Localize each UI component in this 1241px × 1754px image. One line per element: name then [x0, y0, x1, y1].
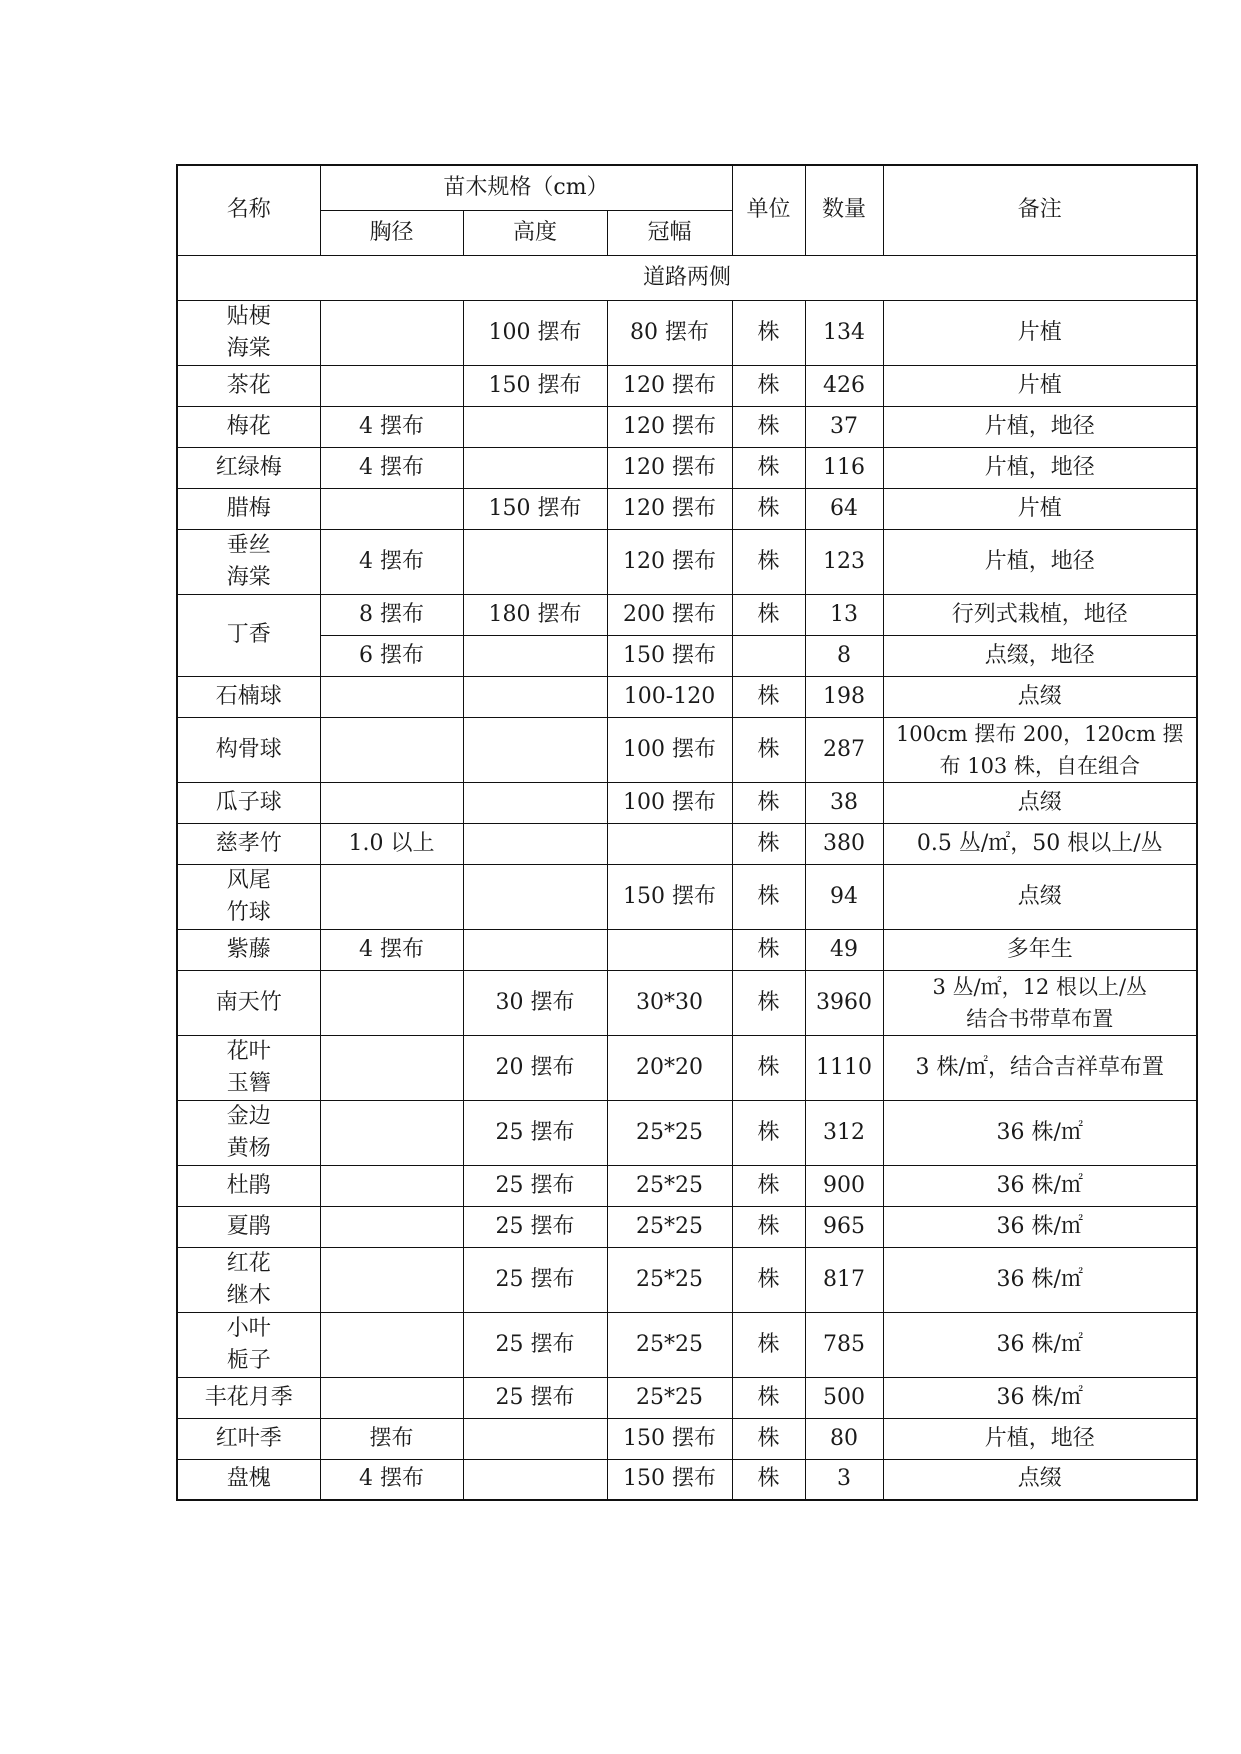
- dbh-cell: [320, 970, 463, 1035]
- table-row: [177, 529, 1197, 594]
- plant-name: 腊梅: [177, 488, 320, 529]
- crown-cell: 120 摆布: [607, 488, 732, 529]
- crown-cell: 150 摆布: [607, 1459, 732, 1500]
- height-cell: 25 摆布: [463, 1377, 607, 1418]
- table-row: [177, 1377, 1197, 1418]
- dbh-cell: [320, 1247, 463, 1312]
- plant-name: 盘槐: [177, 1459, 320, 1500]
- height-cell: 25 摆布: [463, 1165, 607, 1206]
- crown-cell: 120 摆布: [607, 406, 732, 447]
- height-cell: [463, 406, 607, 447]
- dbh-cell: 4 摆布: [320, 1459, 463, 1500]
- unit-cell: 株: [732, 1165, 805, 1206]
- table-row: [177, 1206, 1197, 1247]
- plant-name: [177, 1247, 320, 1312]
- unit-cell: 株: [732, 406, 805, 447]
- plant-name-line: 栀子: [226, 1347, 271, 1373]
- qty-cell: 49: [805, 929, 883, 970]
- note-cell: 36 株/㎡: [883, 1165, 1197, 1206]
- qty-cell: 1110: [805, 1035, 883, 1100]
- height-cell: 30 摆布: [463, 970, 607, 1035]
- qty-cell: 817: [805, 1247, 883, 1312]
- unit-cell: [732, 635, 805, 676]
- unit-cell: 株: [732, 1312, 805, 1377]
- height-cell: 100 摆布: [463, 300, 607, 365]
- crown-cell: 25*25: [607, 1377, 732, 1418]
- note-cell-line: 100cm 摆布 200，120cm 摆: [895, 721, 1184, 746]
- plant-name: 瓜子球: [177, 782, 320, 823]
- note-cell: 点缀，地径: [883, 635, 1197, 676]
- unit-cell: 株: [732, 1377, 805, 1418]
- unit-cell: 株: [732, 717, 805, 782]
- plant-name-line: 小叶: [226, 1315, 271, 1341]
- qty-cell: 80: [805, 1418, 883, 1459]
- note-cell: 片植: [883, 365, 1197, 406]
- dbh-cell: [320, 676, 463, 717]
- qty-cell: 312: [805, 1100, 883, 1165]
- qty-cell: 37: [805, 406, 883, 447]
- qty-cell: 965: [805, 1206, 883, 1247]
- height-cell: [463, 929, 607, 970]
- dbh-cell: [320, 300, 463, 365]
- plant-name-line: 风尾: [226, 867, 271, 893]
- section-title: 道路两侧: [177, 255, 1197, 300]
- crown-cell: 150 摆布: [607, 1418, 732, 1459]
- plant-name-line: 海棠: [226, 335, 271, 361]
- plant-name-line: 竹球: [226, 899, 271, 925]
- dbh-cell: [320, 782, 463, 823]
- qty-cell: 64: [805, 488, 883, 529]
- plant-name: 红绿梅: [177, 447, 320, 488]
- qty-cell: 13: [805, 594, 883, 635]
- unit-cell: 株: [732, 300, 805, 365]
- note-cell: 片植，地径: [883, 406, 1197, 447]
- crown-cell: 120 摆布: [607, 365, 732, 406]
- height-cell: [463, 676, 607, 717]
- crown-cell: 150 摆布: [607, 864, 732, 929]
- note-cell: [883, 717, 1197, 782]
- plant-name: 石楠球: [177, 676, 320, 717]
- plant-name: [177, 1100, 320, 1165]
- table-row: [177, 1165, 1197, 1206]
- crown-cell: 120 摆布: [607, 447, 732, 488]
- height-cell: [463, 529, 607, 594]
- unit-cell: 株: [732, 1459, 805, 1500]
- qty-cell: 287: [805, 717, 883, 782]
- dbh-cell: [320, 1312, 463, 1377]
- crown-cell: 80 摆布: [607, 300, 732, 365]
- height-cell: 25 摆布: [463, 1206, 607, 1247]
- table-row: [177, 970, 1197, 1035]
- height-cell: [463, 1418, 607, 1459]
- height-cell: 25 摆布: [463, 1100, 607, 1165]
- note-cell: 片植，地径: [883, 529, 1197, 594]
- plant-name-line: 金边: [226, 1103, 271, 1129]
- qty-cell: 116: [805, 447, 883, 488]
- header-height: 高度: [463, 210, 607, 255]
- dbh-cell: [320, 1165, 463, 1206]
- dbh-cell: [320, 1377, 463, 1418]
- qty-cell: 123: [805, 529, 883, 594]
- plant-name: 夏鹃: [177, 1206, 320, 1247]
- note-cell: 点缀: [883, 676, 1197, 717]
- note-cell: 36 株/㎡: [883, 1100, 1197, 1165]
- crown-cell: 25*25: [607, 1206, 732, 1247]
- dbh-cell: 4 摆布: [320, 929, 463, 970]
- plant-name: [177, 529, 320, 594]
- height-cell: [463, 635, 607, 676]
- note-cell: 片植，地径: [883, 1418, 1197, 1459]
- unit-cell: 株: [732, 1247, 805, 1312]
- unit-cell: 株: [732, 447, 805, 488]
- header-crown: 冠幅: [607, 210, 732, 255]
- crown-cell: 100 摆布: [607, 717, 732, 782]
- crown-cell: 30*30: [607, 970, 732, 1035]
- dbh-cell: 4 摆布: [320, 406, 463, 447]
- note-cell: 0.5 丛/㎡，50 根以上/丛: [883, 823, 1197, 864]
- dbh-cell: 8 摆布: [320, 594, 463, 635]
- header-note: 备注: [883, 165, 1197, 255]
- qty-cell: 3960: [805, 970, 883, 1035]
- table-row: [177, 635, 1197, 676]
- height-cell: 25 摆布: [463, 1247, 607, 1312]
- qty-cell: 134: [805, 300, 883, 365]
- dbh-cell: 摆布: [320, 1418, 463, 1459]
- dbh-cell: 6 摆布: [320, 635, 463, 676]
- dbh-cell: [320, 488, 463, 529]
- table-row: [177, 1100, 1197, 1165]
- note-cell: 点缀: [883, 782, 1197, 823]
- table-row: [177, 1312, 1197, 1377]
- plant-name-line: 玉簪: [226, 1070, 271, 1096]
- crown-cell: 120 摆布: [607, 529, 732, 594]
- dbh-cell: [320, 1035, 463, 1100]
- table-row: [177, 365, 1197, 406]
- qty-cell: 8: [805, 635, 883, 676]
- plant-schedule-table: [176, 164, 1198, 1501]
- plant-name-line: 花叶: [226, 1038, 271, 1064]
- header-row-1: [177, 165, 1197, 210]
- unit-cell: 株: [732, 929, 805, 970]
- table-row: [177, 447, 1197, 488]
- unit-cell: 株: [732, 676, 805, 717]
- dbh-cell: 4 摆布: [320, 529, 463, 594]
- dbh-cell: [320, 1206, 463, 1247]
- note-cell: [883, 970, 1197, 1035]
- dbh-cell: [320, 717, 463, 782]
- plant-name: 红叶季: [177, 1418, 320, 1459]
- unit-cell: 株: [732, 1418, 805, 1459]
- height-cell: [463, 823, 607, 864]
- qty-cell: 426: [805, 365, 883, 406]
- table-row: [177, 717, 1197, 782]
- plant-name: 紫藤: [177, 929, 320, 970]
- table-row: [177, 676, 1197, 717]
- note-cell: 多年生: [883, 929, 1197, 970]
- note-cell: 点缀: [883, 1459, 1197, 1500]
- plant-name-line: 贴梗: [226, 303, 271, 329]
- table-row: [177, 1247, 1197, 1312]
- plant-name: 茶花: [177, 365, 320, 406]
- unit-cell: 株: [732, 594, 805, 635]
- height-cell: [463, 1459, 607, 1500]
- plant-name: 杜鹃: [177, 1165, 320, 1206]
- plant-name: 丰花月季: [177, 1377, 320, 1418]
- crown-cell: [607, 823, 732, 864]
- note-cell: 3 株/㎡，结合吉祥草布置: [883, 1035, 1197, 1100]
- header-unit: 单位: [732, 165, 805, 255]
- height-cell: 150 摆布: [463, 365, 607, 406]
- qty-cell: 38: [805, 782, 883, 823]
- plant-name: 南天竹: [177, 970, 320, 1035]
- note-cell: 行列式栽植，地径: [883, 594, 1197, 635]
- header-name: 名称: [177, 165, 320, 255]
- table-row: [177, 488, 1197, 529]
- qty-cell: 500: [805, 1377, 883, 1418]
- height-cell: 20 摆布: [463, 1035, 607, 1100]
- plant-name-line: 继木: [226, 1282, 271, 1308]
- unit-cell: 株: [732, 1100, 805, 1165]
- note-cell-line: 布 103 株，自在组合: [939, 753, 1140, 778]
- plant-name: 慈孝竹: [177, 823, 320, 864]
- plant-name: 梅花: [177, 406, 320, 447]
- plant-name-line: 红花: [226, 1250, 271, 1276]
- crown-cell: 25*25: [607, 1312, 732, 1377]
- unit-cell: 株: [732, 823, 805, 864]
- note-cell: 片植: [883, 488, 1197, 529]
- unit-cell: 株: [732, 864, 805, 929]
- dbh-cell: [320, 365, 463, 406]
- table-row: [177, 594, 1197, 635]
- plant-name: [177, 1035, 320, 1100]
- table-row: [177, 782, 1197, 823]
- dbh-cell: [320, 864, 463, 929]
- crown-cell: 25*25: [607, 1247, 732, 1312]
- plant-name-line: 黄杨: [226, 1135, 271, 1161]
- note-cell: 36 株/㎡: [883, 1377, 1197, 1418]
- table-row: [177, 1459, 1197, 1500]
- table-row: [177, 406, 1197, 447]
- section-row: [177, 255, 1197, 300]
- plant-name: 构骨球: [177, 717, 320, 782]
- crown-cell: 20*20: [607, 1035, 732, 1100]
- unit-cell: 株: [732, 782, 805, 823]
- note-cell: 片植: [883, 300, 1197, 365]
- note-cell: 36 株/㎡: [883, 1206, 1197, 1247]
- plant-name: 丁香: [177, 594, 320, 676]
- note-cell-line: 3 丛/㎡，12 根以上/丛: [932, 974, 1148, 999]
- dbh-cell: 1.0 以上: [320, 823, 463, 864]
- height-cell: 25 摆布: [463, 1312, 607, 1377]
- plant-name-line: 海棠: [226, 564, 271, 590]
- unit-cell: 株: [732, 488, 805, 529]
- qty-cell: 380: [805, 823, 883, 864]
- note-cell: 点缀: [883, 864, 1197, 929]
- qty-cell: 900: [805, 1165, 883, 1206]
- height-cell: [463, 717, 607, 782]
- unit-cell: 株: [732, 1035, 805, 1100]
- crown-cell: 25*25: [607, 1165, 732, 1206]
- table-row: [177, 929, 1197, 970]
- crown-cell: 100 摆布: [607, 782, 732, 823]
- header-dbh: 胸径: [320, 210, 463, 255]
- crown-cell: 100-120: [607, 676, 732, 717]
- dbh-cell: 4 摆布: [320, 447, 463, 488]
- unit-cell: 株: [732, 1206, 805, 1247]
- plant-name: [177, 300, 320, 365]
- qty-cell: 3: [805, 1459, 883, 1500]
- crown-cell: 25*25: [607, 1100, 732, 1165]
- header-spec: 苗木规格（cm）: [320, 165, 732, 210]
- crown-cell: [607, 929, 732, 970]
- note-cell: 片植，地径: [883, 447, 1197, 488]
- crown-cell: 150 摆布: [607, 635, 732, 676]
- table-row: [177, 864, 1197, 929]
- plant-name-line: 垂丝: [226, 532, 271, 558]
- crown-cell: 200 摆布: [607, 594, 732, 635]
- note-cell: 36 株/㎡: [883, 1312, 1197, 1377]
- height-cell: 150 摆布: [463, 488, 607, 529]
- table-row: [177, 1035, 1197, 1100]
- qty-cell: 94: [805, 864, 883, 929]
- table-body: [177, 165, 1197, 1500]
- header-qty: 数量: [805, 165, 883, 255]
- height-cell: [463, 782, 607, 823]
- unit-cell: 株: [732, 365, 805, 406]
- note-cell-line: 结合书带草布置: [966, 1006, 1114, 1031]
- height-cell: [463, 864, 607, 929]
- note-cell: 36 株/㎡: [883, 1247, 1197, 1312]
- unit-cell: 株: [732, 970, 805, 1035]
- qty-cell: 785: [805, 1312, 883, 1377]
- dbh-cell: [320, 1100, 463, 1165]
- plant-name: [177, 1312, 320, 1377]
- plant-name: [177, 864, 320, 929]
- height-cell: [463, 447, 607, 488]
- qty-cell: 198: [805, 676, 883, 717]
- unit-cell: 株: [732, 529, 805, 594]
- table-row: [177, 300, 1197, 365]
- table-row: [177, 1418, 1197, 1459]
- table-row: [177, 823, 1197, 864]
- height-cell: 180 摆布: [463, 594, 607, 635]
